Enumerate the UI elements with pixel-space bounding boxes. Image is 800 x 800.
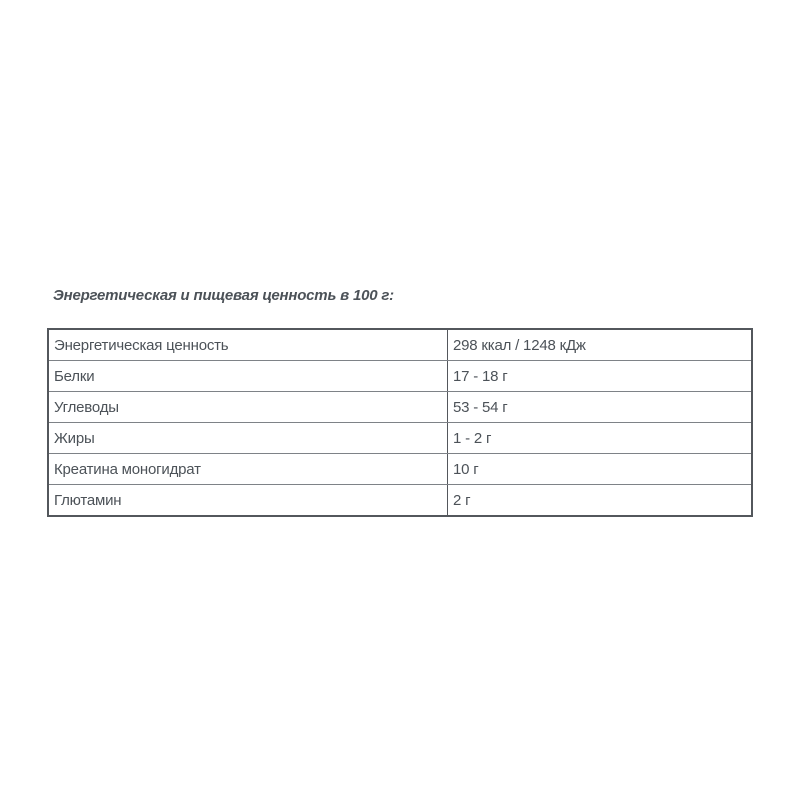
- nutrient-name: Глютамин: [48, 485, 448, 517]
- nutrient-name: Жиры: [48, 423, 448, 454]
- nutrient-value: 53 - 54 г: [448, 392, 753, 423]
- table-row: [48, 392, 752, 423]
- nutrient-value: 17 - 18 г: [448, 361, 753, 392]
- nutrient-name: Энергетическая ценность: [48, 329, 448, 361]
- table-row: [48, 454, 752, 485]
- nutrient-value: 1 - 2 г: [448, 423, 753, 454]
- nutrient-name: Креатина моногидрат: [48, 454, 448, 485]
- table-row: [48, 423, 752, 454]
- nutrition-table: [47, 328, 753, 517]
- nutrient-value: 298 ккал / 1248 кДж: [448, 329, 753, 361]
- nutrient-name: Белки: [48, 361, 448, 392]
- nutrition-section-title: Энергетическая и пищевая ценность в 100 г:: [53, 287, 394, 304]
- table-row: [48, 361, 752, 392]
- table-row: [48, 329, 752, 361]
- table-row: [48, 485, 752, 517]
- nutrient-value: 10 г: [448, 454, 753, 485]
- nutrient-name: Углеводы: [48, 392, 448, 423]
- nutrient-value: 2 г: [448, 485, 753, 517]
